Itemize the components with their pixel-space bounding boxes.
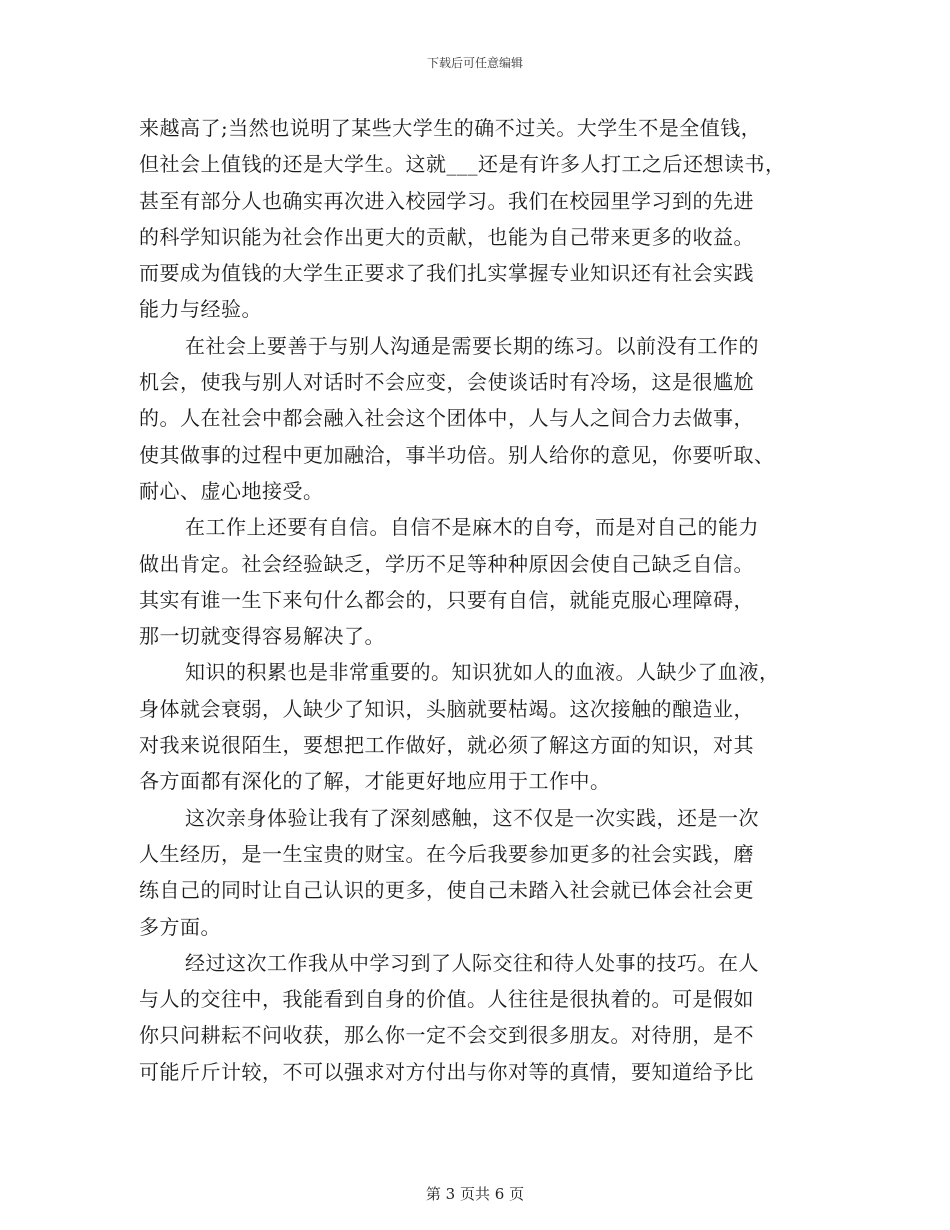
text-line: 耐心、虚心地接受。: [139, 478, 324, 503]
text-line: 做出肯定。社会经验缺乏，学历不足等种种原因会使自己缺乏自信。: [139, 551, 754, 576]
text-line: 身体就会衰弱，人缺少了知识，头脑就要枯竭。这次接触的酿造业，: [139, 696, 754, 721]
text-line: 能力与经验。: [139, 297, 262, 322]
text-line: 来越高了;当然也说明了某些大学生的确不过关。大学生不是全值钱，: [139, 116, 762, 140]
document-body: [139, 110, 819, 1090]
text-line: 人生经历，是一生宝贵的财宝。在今后我要参加更多的社会实践，磨: [139, 841, 754, 866]
text-line: 的科学知识能为社会作出更大的贡献，也能为自己带来更多的收益。: [139, 224, 754, 249]
text-line: 其实有谁一生下来句什么都会的，只要有自信，就能克服心理障碍，: [139, 587, 754, 612]
text-line: 机会，使我与别人对话时不会应变，会使谈话时有冷场，这是很尴尬: [139, 370, 754, 395]
paragraph-first-line: 在工作上还要有自信。自信不是麻木的自夸，而是对自己的能力: [185, 515, 759, 540]
text-line: 那一切就变得容易解决了。: [139, 624, 385, 649]
text-line: 的。人在社会中都会融入社会这个团体中，人与人之间合力去做事，: [139, 406, 754, 431]
paragraph-first-line: 经过这次工作我从中学习到了人际交往和待人处事的技巧。在人: [185, 950, 759, 975]
text-line: 与人的交往中，我能看到自身的价值。人往往是很执着的。可是假如: [139, 987, 754, 1012]
paragraph-first-line: 在社会上要善于与别人沟通是需要长期的练习。以前没有工作的: [185, 333, 759, 358]
page-footer: 第 3 页共 6 页: [425, 1185, 525, 1203]
text-line: 可能斤斤计较，不可以强求对方付出与你对等的真情，要知道给予比: [139, 1059, 754, 1084]
text-line: 练自己的同时让自己认识的更多，使自己未踏入社会就已体会社会更: [139, 878, 754, 903]
paragraph-first-line: 这次亲身体验让我有了深刻感触，这不仅是一次实践，还是一次: [185, 805, 759, 830]
text-line: 但社会上值钱的还是大学生。这就___还是有许多人打工之后还想读书，: [139, 152, 786, 177]
text-line: 而要成为值钱的大学生正要求了我们扎实掌握专业知识还有社会实践: [139, 261, 754, 286]
text-line: 多方面。: [139, 914, 221, 939]
text-line: 使其做事的过程中更加融洽，事半功倍。别人给你的意见，你要听取、: [139, 442, 775, 467]
paragraph-first-line: 知识的积累也是非常重要的。知识犹如人的血液。人缺少了血液，: [185, 660, 780, 685]
text-line: 对我来说很陌生，要想把工作做好，就必须了解这方面的知识，对其: [139, 733, 754, 758]
text-line: 各方面都有深化的了解，才能更好地应用于工作中。: [139, 769, 611, 794]
text-line: 甚至有部分人也确实再次进入校园学习。我们在校园里学习到的先进: [139, 188, 754, 213]
text-line: 你只问耕耘不问收获，那么你一定不会交到很多朋友。对待朋，是不: [139, 1023, 754, 1048]
page-header: 下载后可任意编辑: [426, 56, 523, 70]
